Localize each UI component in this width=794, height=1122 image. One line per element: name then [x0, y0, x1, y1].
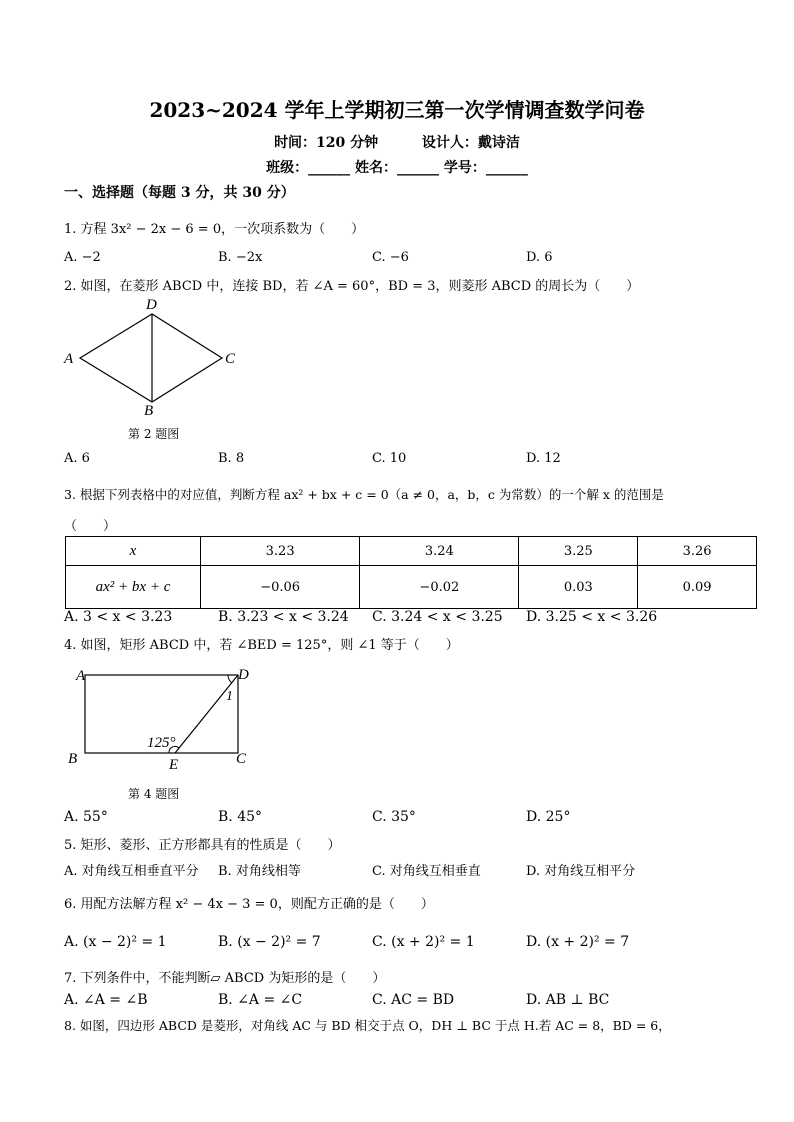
question-6-stem: 6. 用配方法解方程 x² − 4x − 3 = 0，则配方正确的是（ ）	[64, 897, 434, 912]
exam-meta	[0, 132, 794, 152]
q2-option-c: C. 10	[372, 451, 407, 466]
question-3-paren: （ ）	[64, 519, 117, 534]
q6-option-d: D. (x + 2)² = 7	[526, 934, 630, 950]
question-1-stem: 1. 方程 3x² − 2x − 6 = 0，一次项系数为（ ）	[64, 222, 365, 237]
table-row-label-text: ax² + bx + c	[95, 578, 171, 595]
label-angle-1: 1	[226, 689, 233, 704]
label-e: E	[169, 757, 179, 773]
q4-option-a: A. 55°	[64, 809, 108, 825]
question-3-stem: 3. 根据下列表格中的对应值，判断方程 ax² + bx + c = 0（a ≠ 0，a，b，c 为常数）的一个解 x 的范围是	[64, 487, 664, 502]
q7-option-a: A. ∠A = ∠B	[64, 992, 148, 1008]
label-b: B	[144, 403, 154, 418]
q2-option-d: D. 12	[526, 451, 561, 466]
q3-option-c: C. 3.24 < x < 3.25	[372, 609, 503, 625]
question-4-stem: 4. 如图，矩形 ABCD 中，若 ∠BED = 125°，则 ∠1 等于（ ）	[64, 638, 459, 653]
question-7-stem: 7. 下列条件中，不能判断▱ ABCD 为矩形的是（ ）	[64, 971, 386, 986]
q7-option-c: C. AC = BD	[372, 992, 455, 1008]
question-5-stem: 5. 矩形、菱形、正方形都具有的性质是（ ）	[64, 838, 341, 853]
figure-4-caption: 第 4 题图	[128, 787, 180, 801]
table-header-cell: 3.26	[638, 537, 757, 566]
q6-option-b: B. (x − 2)² = 7	[218, 934, 321, 950]
q5-option-d: D. 对角线互相平分	[526, 864, 636, 879]
question-8-stem: 8. 如图，四边形 ABCD 是菱形，对角线 AC 与 BD 相交于点 O，DH ⊥ BC 于点 H.若 AC = 8，BD = 6，	[64, 1018, 671, 1033]
label-b: B	[68, 751, 78, 767]
table-cell: 0.03	[519, 566, 638, 609]
q2-option-a: A. 6	[64, 451, 90, 466]
q1-option-a: A. −2	[64, 250, 101, 265]
segment-ed	[175, 675, 238, 753]
rectangle-figure	[62, 660, 262, 774]
q2-option-b: B. 8	[218, 451, 245, 466]
q3-option-b: B. 3.23 < x < 3.24	[218, 609, 349, 625]
q3-option-d: D. 3.25 < x < 3.26	[526, 609, 658, 625]
exam-time: 时间：120 分钟	[274, 135, 379, 151]
label-a: A	[76, 668, 86, 684]
table-header-x	[66, 537, 201, 566]
q5-option-b: B. 对角线相等	[218, 864, 301, 879]
table-cell: −0.06	[201, 566, 360, 609]
angle-1-arc	[228, 675, 232, 683]
table-row-label	[66, 566, 201, 609]
q4-option-d: D. 25°	[526, 809, 571, 825]
figure-2-caption: 第 2 题图	[128, 427, 180, 441]
q1-option-d: D. 6	[526, 250, 553, 265]
q4-option-c: C. 35°	[372, 809, 416, 825]
label-125: 125°	[147, 735, 176, 751]
value-table	[65, 536, 757, 609]
q6-option-a: A. (x − 2)² = 1	[64, 934, 167, 950]
q1-option-c: C. −6	[372, 250, 409, 265]
q1-option-b: B. −2x	[218, 250, 263, 265]
rhombus-figure	[60, 294, 250, 418]
label-a: A	[64, 351, 74, 367]
table-header-cell: 3.23	[201, 537, 360, 566]
table-header-x-text: x	[129, 542, 137, 559]
label-c: C	[225, 351, 236, 367]
table-cell: 0.09	[638, 566, 757, 609]
student-info-fields: 班级：______ 姓名：______ 学号：______	[266, 160, 528, 176]
table-cell: −0.02	[360, 566, 519, 609]
q7-option-b: B. ∠A = ∠C	[218, 992, 303, 1008]
section-heading: 一、选择题（每题 3 分，共 30 分）	[64, 185, 295, 201]
label-d: D	[146, 297, 157, 313]
q5-option-c: C. 对角线互相垂直	[372, 864, 481, 879]
label-c: C	[236, 751, 247, 767]
label-d: D	[238, 667, 249, 683]
page-title: 2023~2024 学年上学期初三第一次学情调查数学问卷	[149, 98, 645, 122]
table-header-cell: 3.24	[360, 537, 519, 566]
table-header-cell: 3.25	[519, 537, 638, 566]
exam-designer: 设计人：戴诗洁	[421, 135, 520, 151]
q4-option-b: B. 45°	[218, 809, 263, 825]
q5-option-a: A. 对角线互相垂直平分	[64, 864, 199, 879]
question-2-stem: 2. 如图，在菱形 ABCD 中，连接 BD，若 ∠A = 60°，BD = 3，则菱形 ABCD 的周长为（ ）	[64, 279, 640, 294]
q3-option-a: A. 3 < x < 3.23	[64, 609, 173, 625]
q7-option-d: D. AB ⊥ BC	[526, 992, 610, 1008]
q6-option-c: C. (x + 2)² = 1	[372, 934, 475, 950]
rhombus-outline	[80, 314, 222, 402]
